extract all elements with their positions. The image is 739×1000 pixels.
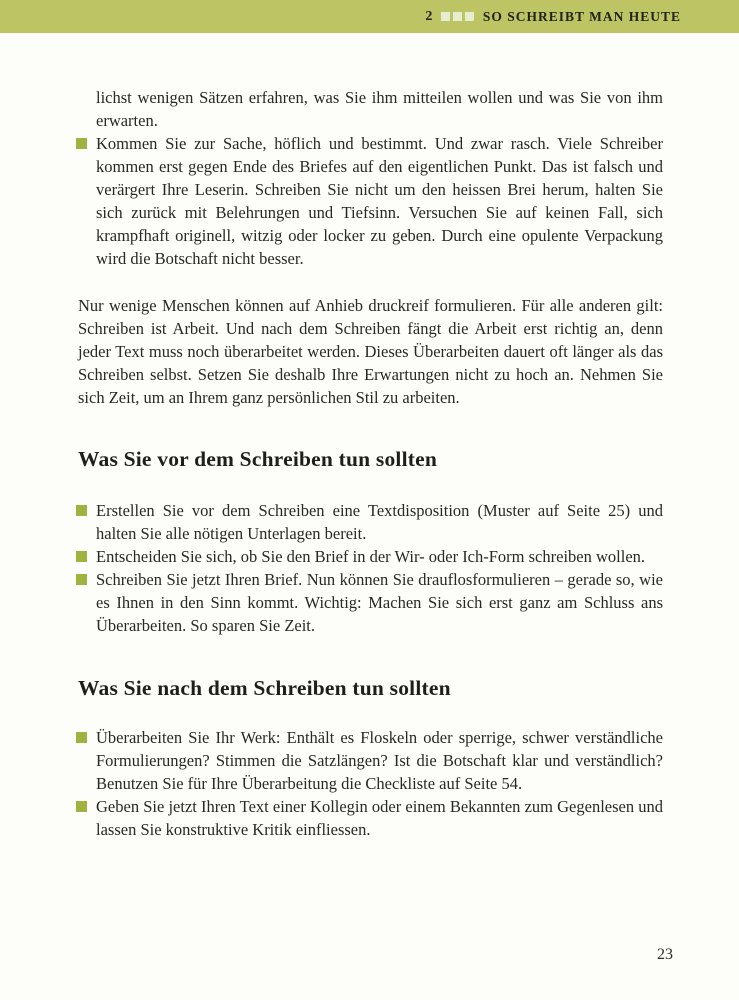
after-writing-list [78, 726, 663, 841]
list-item-text: Entscheiden Sie sich, ob Sie den Brief in der Wir- oder Ich-Form schreiben wollen. [96, 547, 646, 566]
bullet-square-icon [76, 505, 87, 516]
running-title: SO SCHREIBT MAN HEUTE [482, 8, 681, 24]
list-item [78, 568, 663, 637]
intro-bullet-list [78, 132, 663, 270]
list-item [78, 795, 663, 841]
list-item [78, 726, 663, 795]
list-item-text: Geben Sie jetzt Ihren Text einer Kollegin oder einem Bekannten zum Gegenlesen und lassen Sie konstruktive Kritik einfliessen. [96, 797, 663, 839]
section-heading-before: Was Sie vor dem Schreiben tun sollten [78, 447, 438, 471]
square-icon [465, 12, 474, 21]
bullet-square-icon [76, 551, 87, 562]
list-item-text: Kommen Sie zur Sache, höflich und bestimmt. Und zwar rasch. Viele Schreiber kommen erst gegen Ende des Briefes auf den eigentlichen Punkt. Das ist falsch und verärgert Ihre Leserin. Schreiben Sie nicht um den heissen Brei herum, halten Sie sich zurück mit Belehrungen und Tiefsinn. Versuchen Sie auf keinen Fall, sich krampfhaft originell, witzig oder locker zu geben. Durch eine opulente Verpackung wird die Botschaft nicht besser. [96, 134, 663, 268]
header-separator [440, 12, 476, 21]
list-item-text: Schreiben Sie jetzt Ihren Brief. Nun können Sie drauflosformulieren – gerade so, wie es Ihnen in den Sinn kommt. Wichtig: Machen Sie sich erst ganz am Schluss ans Überarbeiten. So sparen Sie Zeit. [96, 570, 663, 635]
body-paragraph: Nur wenige Menschen können auf Anhieb druckreif formulieren. Für alle anderen gilt: Schreiben ist Arbeit. Und nach dem Schreiben fängt die Arbeit erst richtig an, denn jeder Text muss noch überarbeitet werden. Dieses Überarbeiten dauert oft länger als das Schreiben selbst. Setzen Sie deshalb Ihre Erwartungen nicht zu hoch an. Nehmen Sie sich Zeit, um an Ihrem ganz persönlichen Stil zu arbeiten. [78, 296, 663, 407]
list-item-text: Erstellen Sie vor dem Schreiben eine Textdisposition (Muster auf Seite 25) und halten Sie alle nötigen Unterlagen bereit. [96, 501, 663, 543]
bullet-square-icon [76, 138, 87, 149]
page-content [78, 86, 663, 841]
square-icon [441, 12, 450, 21]
header-bar [0, 0, 739, 33]
square-icon [453, 12, 462, 21]
page-number: 23 [657, 946, 673, 963]
list-item [78, 499, 663, 545]
section-heading-after: Was Sie nach dem Schreiben tun sollten [78, 676, 451, 700]
list-item [78, 132, 663, 270]
chapter-number: 2 [425, 8, 433, 24]
bullet-square-icon [76, 732, 87, 743]
before-writing-list [78, 499, 663, 637]
bullet-square-icon [76, 801, 87, 812]
bullet-square-icon [76, 574, 87, 585]
lead-continuation-text: lichst wenigen Sätzen erfahren, was Sie ihm mitteilen wollen und was Sie von ihm erwarten. [96, 88, 663, 130]
list-item [78, 545, 663, 568]
list-item-text: Überarbeiten Sie Ihr Werk: Enthält es Floskeln oder sperrige, schwer verständliche Formulierungen? Stimmen die Satzlängen? Ist die Botschaft klar und verständlich? Benutzen Sie für Ihre Überarbeitung die Checkliste auf Seite 54. [96, 728, 663, 793]
